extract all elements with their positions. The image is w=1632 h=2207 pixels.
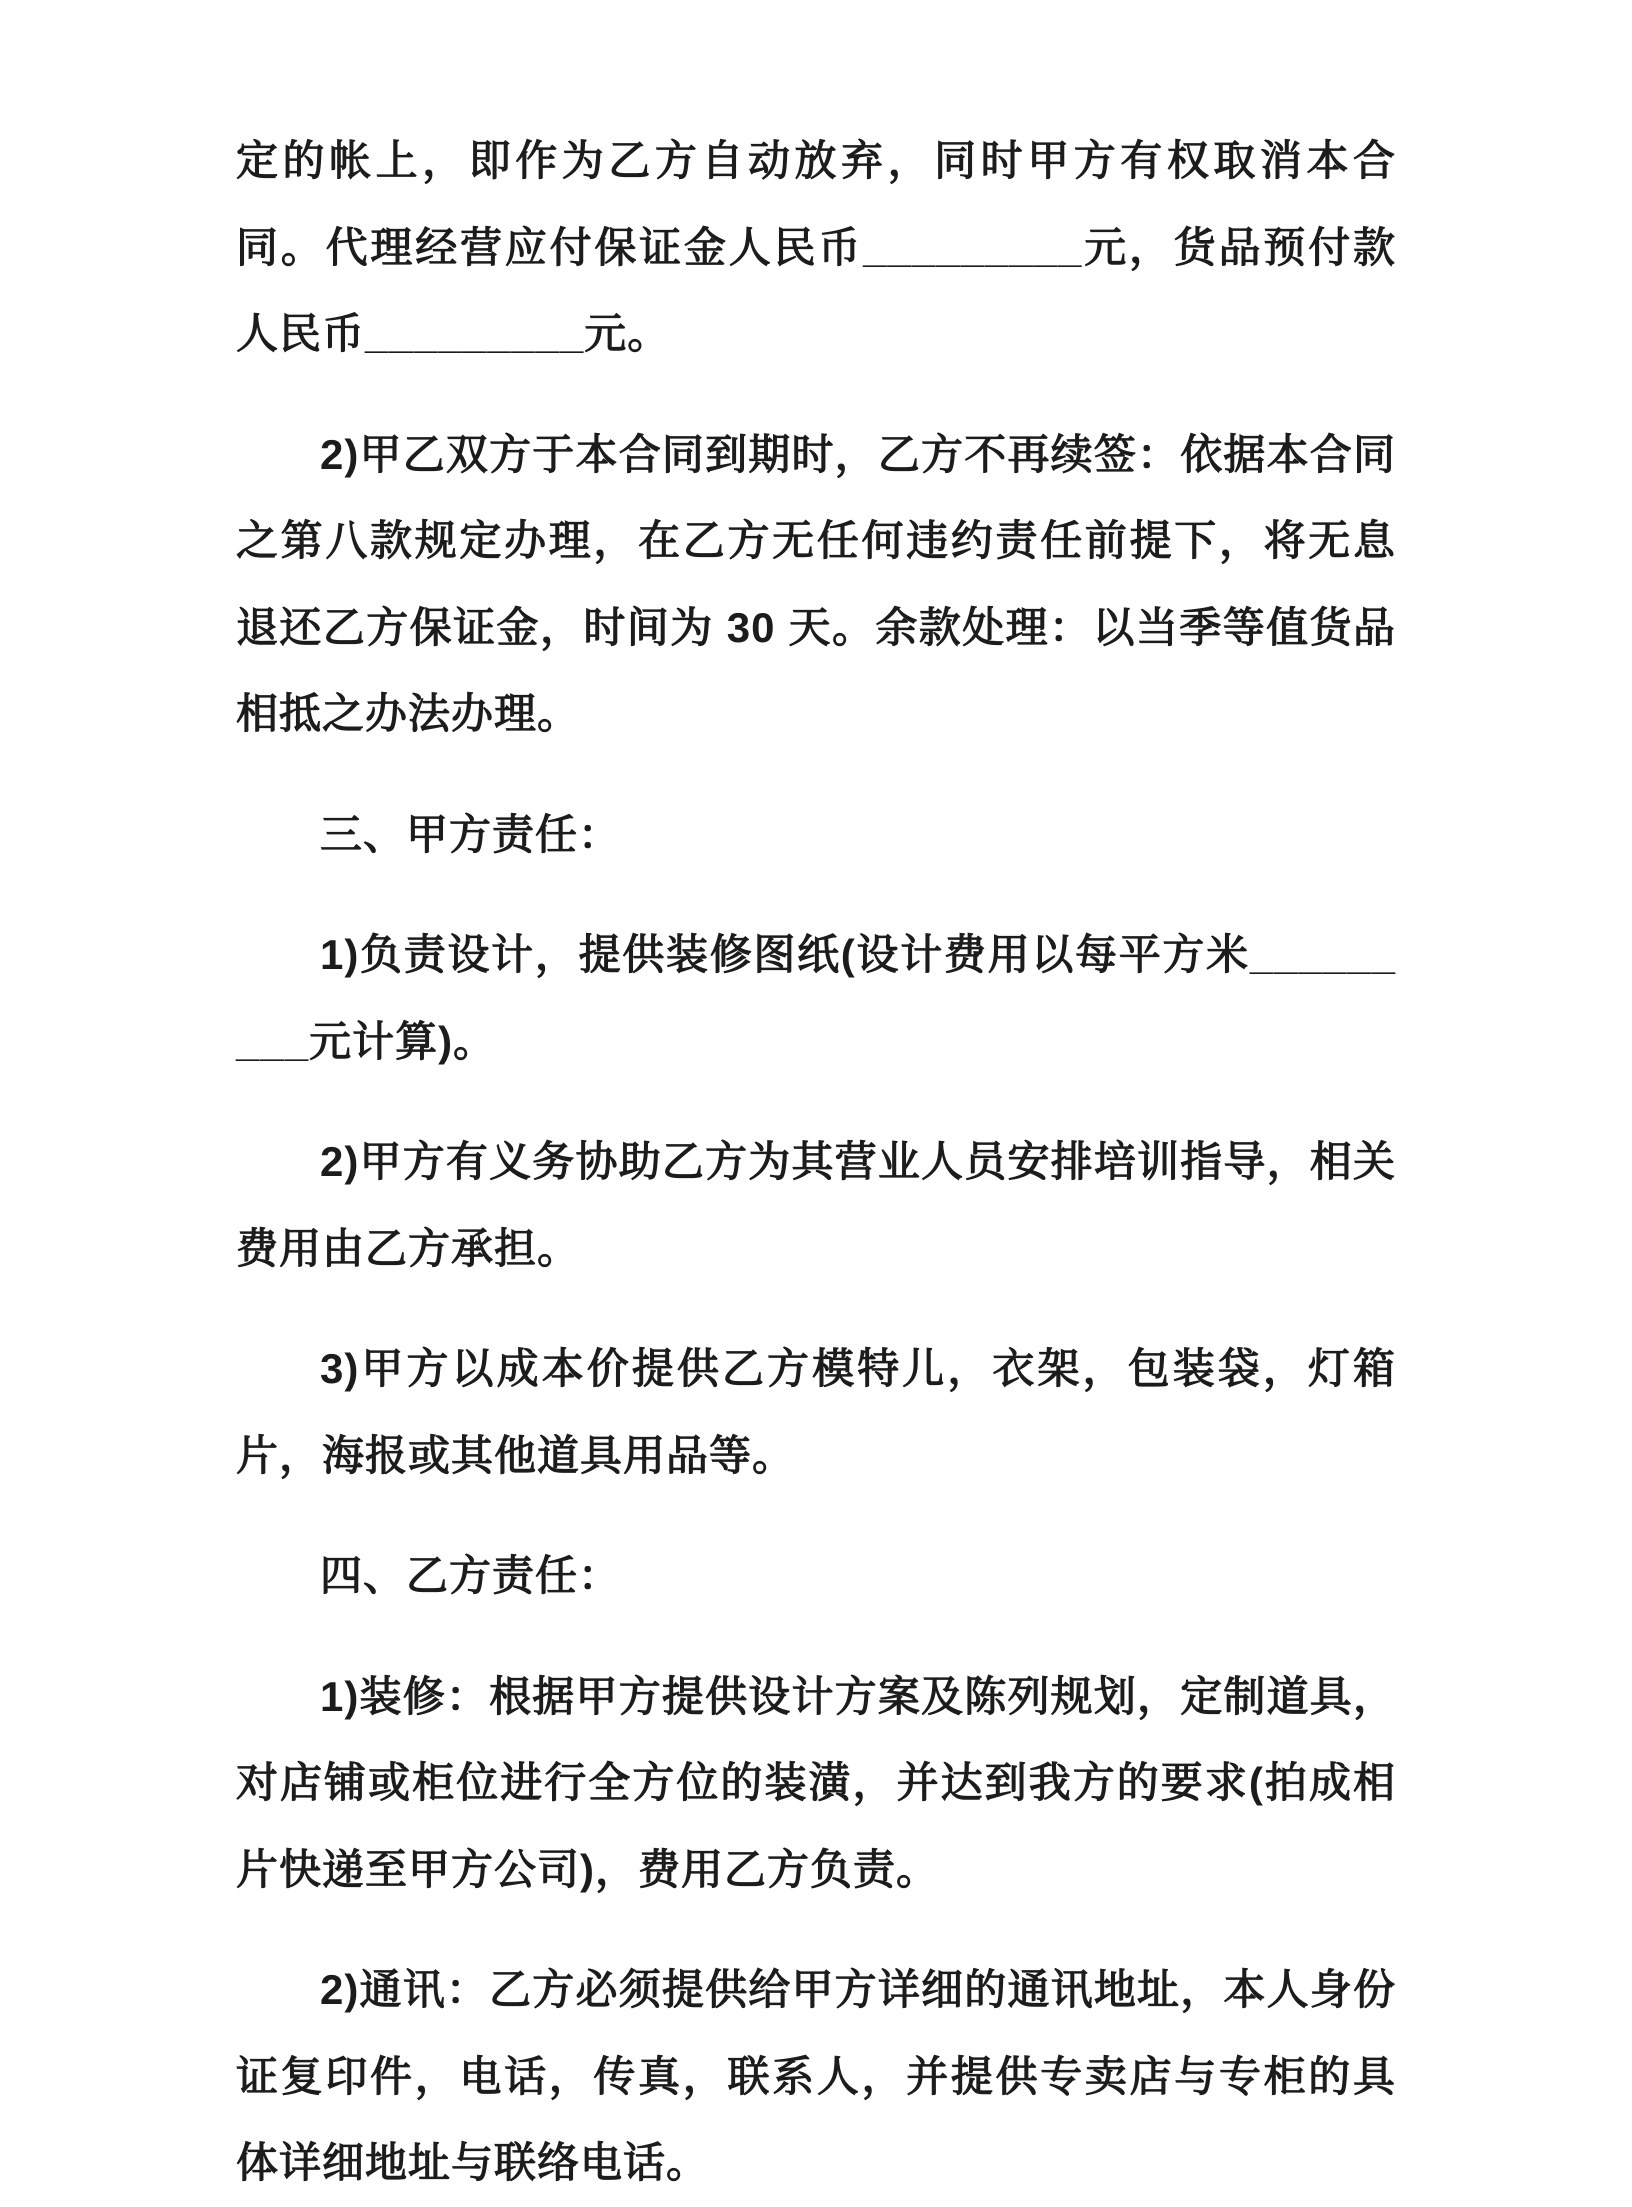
paragraph-continuation: 定的帐上，即作为乙方自动放弃，同时甲方有权取消本合同。代理经营应付保证金人民币_________元，货品预付款人民币_________元。	[236, 137, 1396, 358]
paragraph-b-duty-1: 1)装修：根据甲方提供设计方案及陈列规划，定制道具，对店铺或柜位进行全方位的装潢，并达到我方的要求(拍成相片快递至甲方公司)，费用乙方负责。	[236, 1672, 1396, 1893]
document-body	[236, 118, 1396, 2207]
section-heading-party-a-duties: 三、甲方责任：	[320, 810, 622, 858]
section-heading-party-b-duties: 四、乙方责任：	[320, 1552, 622, 1600]
paragraph-a-duty-2: 2)甲方有义务协助乙方为其营业人员安排培训指导，相关费用由乙方承担。	[236, 1138, 1396, 1272]
paragraph-clause-2: 2)甲乙双方于本合同到期时，乙方不再续签：依据本合同之第八款规定办理，在乙方无任何违约责任前提下，将无息退还乙方保证金，时间为 30 天。余款处理：以当季等值货品相抵之办法办理。	[236, 430, 1396, 738]
paragraph-b-duty-2: 2)通讯：乙方必须提供给甲方详细的通讯地址，本人身份证复印件，电话，传真，联系人，并提供专卖店与专柜的具体详细地址与联络电话。	[236, 1966, 1396, 2187]
paragraph-a-duty-1: 1)负责设计，提供装修图纸(设计费用以每平方米_________元计算)。	[236, 931, 1396, 1065]
paragraph-a-duty-3: 3)甲方以成本价提供乙方模特儿，衣架，包装袋，灯箱片，海报或其他道具用品等。	[236, 1345, 1396, 1479]
